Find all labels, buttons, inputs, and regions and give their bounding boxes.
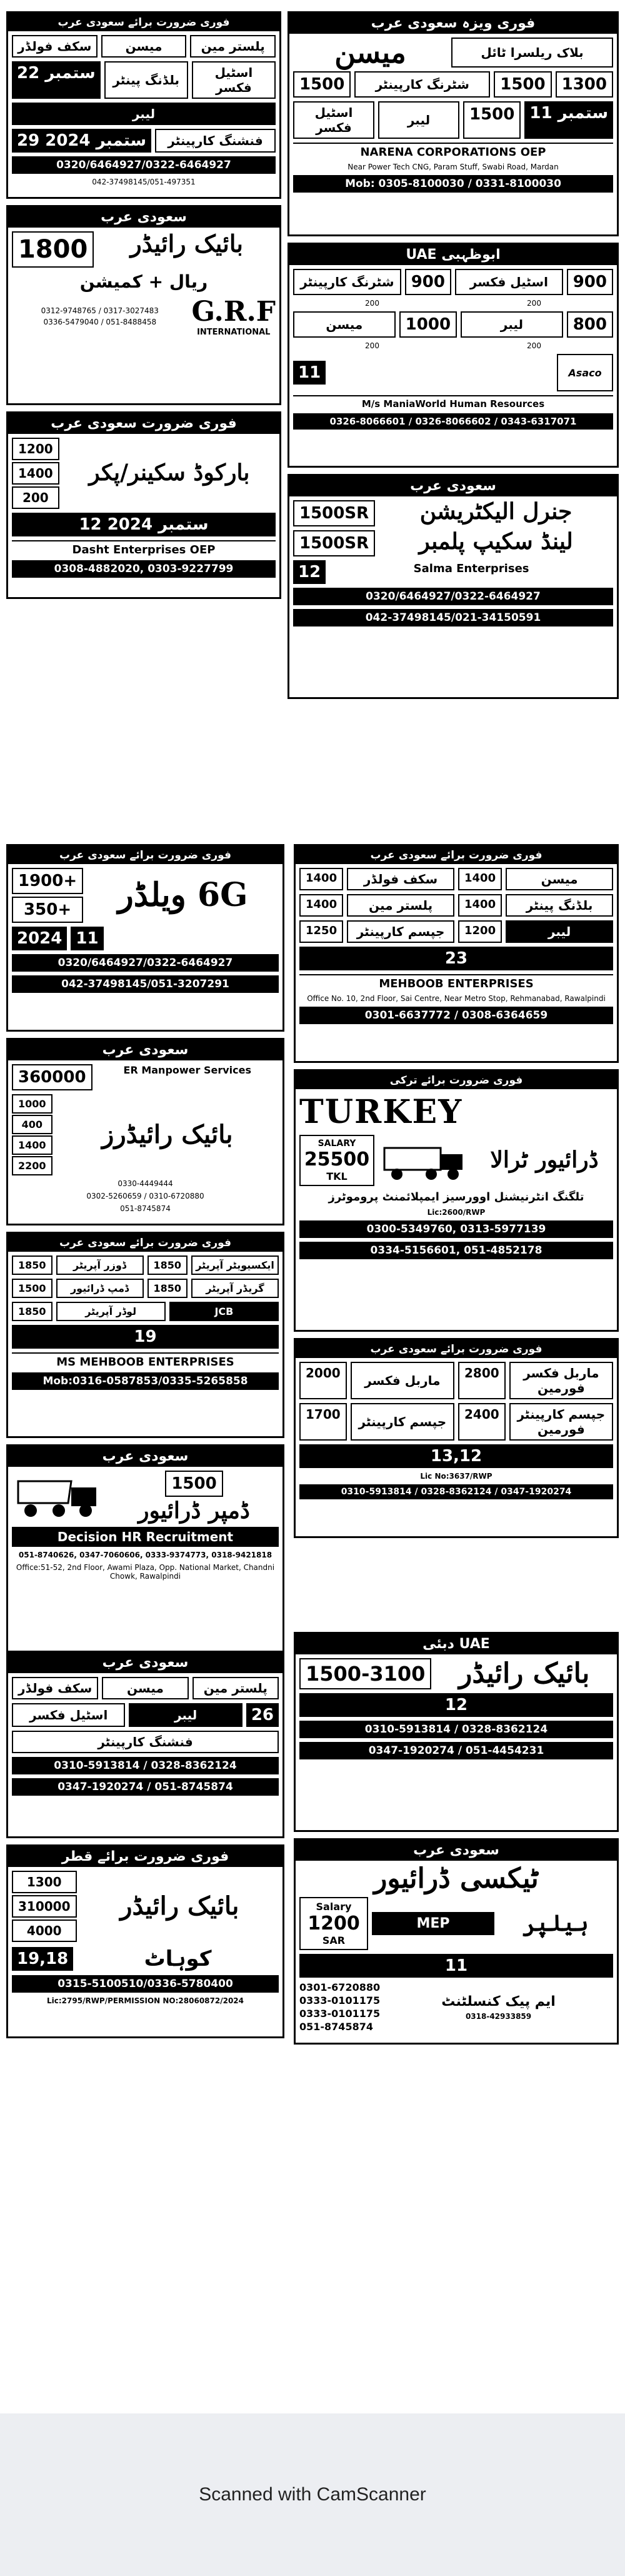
company-address: Near Power Tech CNG, Param Stuff, Swabi Road, Mardan xyxy=(348,163,559,172)
ad-saudi-operators xyxy=(6,1232,284,1438)
phone-numbers: 0310-5913814 / 0328-8362124 xyxy=(12,1757,279,1774)
ad-saudi-electrician xyxy=(288,474,619,699)
phone-numbers: 0301-6637772 / 0308-6364659 xyxy=(299,1007,613,1024)
salary-4: 800 xyxy=(567,311,613,338)
salary-3: 1500 xyxy=(12,1279,52,1298)
salary-3: 1000 xyxy=(399,311,457,338)
salary-4: 2200 xyxy=(12,1156,52,1175)
ad-header: فوری ضرورت برائے سعودی عرب xyxy=(8,13,279,31)
salary: 1800 xyxy=(12,231,94,268)
phone-numbers: Mob:0316-0587853/0335-5265858 xyxy=(12,1372,279,1390)
phone-numbers: 0320/6464927/0322-6464927 xyxy=(12,954,279,972)
company-name: تلگنگ انٹرنیشنل اوورسیز ایمپلائمنٹ پروموٹرز xyxy=(328,1190,584,1204)
ad-saudi-6g-welder xyxy=(6,844,284,1032)
ad-header: فوری ضرورت برائے قطر xyxy=(8,1846,282,1867)
ad-saudi-construction-3 xyxy=(6,1651,284,1838)
currency: TKL xyxy=(326,1170,348,1182)
company-name: M/s ManiaWorld Human Resources xyxy=(293,395,613,410)
ad-header: دبئی UAE xyxy=(296,1634,617,1654)
salary-3: 1300 xyxy=(556,71,613,98)
ad-headline: ٹیکسی ڈرائیور xyxy=(374,1863,539,1894)
salary-4: 2400 xyxy=(458,1403,506,1441)
job-4: بلڈنگ پینٹر xyxy=(506,894,613,917)
ad-header: فوری ویزہ سعودی عرب xyxy=(289,13,617,34)
country-name: TURKEY xyxy=(299,1093,463,1131)
phone-2: 0333-0101175 xyxy=(299,1995,381,2007)
salary-2: 310000 xyxy=(12,1895,77,1918)
ad-headline: بائیک رائیڈر xyxy=(120,1891,239,1921)
phone-numbers: 0310-5913814 / 0328-8362124 / 0347-1920274 xyxy=(299,1484,613,1499)
date-badge: 13,12 xyxy=(299,1444,613,1468)
ad-uae-abudhabi xyxy=(288,243,619,468)
salary-1: 1000 xyxy=(12,1094,52,1114)
job-1: ڈوزر آپریٹر xyxy=(56,1255,144,1275)
job-5: لیبر xyxy=(129,1703,242,1727)
job-1: بلاک ریلسرا ٹائل xyxy=(451,38,613,68)
company-address: Office No. 10, 2nd Floor, Sai Centre, Near Metro Stop, Rehmanabad, Rawalpindi xyxy=(307,994,606,1003)
ad-header: فوری ضرورت سعودی عرب xyxy=(8,413,279,434)
truck-icon xyxy=(378,1135,472,1185)
currency: SAR xyxy=(322,1935,346,1947)
job-2: اسٹیل فکسر xyxy=(455,269,563,295)
company-name: NARENA CORPORATIONS OEP xyxy=(293,143,613,159)
job-2: میسن xyxy=(101,35,187,58)
extra-3: 200 xyxy=(365,341,379,350)
salary-6: 1200 xyxy=(458,920,502,943)
phone-numbers: 0326-8066601 / 0326-8066602 / 0343-6317071 xyxy=(293,413,613,430)
job-3: میسن xyxy=(293,311,396,338)
phone-4: 051-8745874 xyxy=(299,2021,373,2033)
company-name: Dasht Enterprises OEP xyxy=(12,540,276,556)
salary: 25500 xyxy=(304,1149,370,1170)
phone-numbers-2: 042-37498145/051-3207291 xyxy=(12,975,279,993)
extra-4: 200 xyxy=(527,341,541,350)
job-1: جنرل الیکٹریشن xyxy=(419,498,572,525)
date-badge: 11 ستمبر xyxy=(524,101,613,139)
phone-numbers-2: 0302-5260659 / 0310-6720880 xyxy=(86,1192,204,1200)
job-3: پلستر مین xyxy=(347,894,454,917)
phone-numbers: 0320/6464927/0322-6464927 xyxy=(12,156,276,174)
job-3: پلستر مین xyxy=(190,35,276,58)
ad-header: فوری ضرورت برائے ترکی xyxy=(296,1071,617,1089)
ad-saudi-marble xyxy=(294,1338,619,1538)
date-badge: 19,18 xyxy=(12,1947,73,1971)
company-logo: Asaco xyxy=(557,354,613,391)
salary-4: 1850 xyxy=(148,1279,188,1298)
company-address: Office:51-52, 2nd Floor, Awami Plaza, Opp. National Market, Chandni Chowk, Rawalpindi xyxy=(16,1562,275,1581)
salary-1: 1500 xyxy=(293,71,351,98)
extra-1: 200 xyxy=(365,299,379,308)
date-badge: 11 xyxy=(299,1954,613,1978)
job-4: بلڈنگ پینٹر xyxy=(104,61,188,99)
ad-header: سعودی عرب xyxy=(8,1446,282,1467)
ad-saudi-construction-1 xyxy=(6,11,281,199)
job-3: ڈمپ ڈرائیور xyxy=(56,1279,144,1298)
salary-2: 400 xyxy=(12,1115,52,1134)
job-4: لیبر xyxy=(461,311,563,338)
ad-saudi-mason xyxy=(288,11,619,236)
job-2: میسن xyxy=(102,1677,188,1699)
company-name: MS MEHBOOB ENTERPRISES xyxy=(12,1352,279,1369)
salary-2: 1500SR xyxy=(293,530,375,556)
job-2: ماربل فکسر فورمین xyxy=(509,1362,613,1399)
ad-header: فوری ضرورت برائے سعودی عرب xyxy=(296,1340,617,1358)
salary-1: 1400 xyxy=(299,868,343,890)
salary-1: 1850 xyxy=(12,1255,52,1275)
salary-3: 1400 xyxy=(12,1135,52,1155)
job-2: لینڈ سکیپ پلمبر xyxy=(419,528,573,555)
license-number: Lic:2795/RWP/PERMISSION NO:28060872/2024 xyxy=(47,1996,244,2005)
ad-headline: بائیک رائیڈر xyxy=(130,229,243,258)
ad-header: سعودی عرب xyxy=(8,1040,282,1060)
ad-header: سعودی عرب xyxy=(8,207,279,228)
job-3: پلستر مین xyxy=(192,1677,279,1699)
scanner-watermark-text: Scanned with CamScanner xyxy=(199,2484,426,2505)
salary-1: 1300 xyxy=(12,1871,77,1893)
salary-5: 1850 xyxy=(12,1302,52,1321)
date-badge: 26 xyxy=(246,1703,279,1727)
ad-header: سعودی عرب xyxy=(296,1840,617,1861)
salary-label: Salary xyxy=(316,1901,352,1913)
date-badge-2: 29 ستمبر 2024 xyxy=(12,129,151,153)
salary-5: 1250 xyxy=(299,920,343,943)
phone-numbers: 0315-5100510/0336-5780400 xyxy=(12,1975,279,1993)
salary-main: 360000 xyxy=(12,1064,92,1090)
year-badge: 2024 xyxy=(12,927,67,950)
ad-saudi-construction-2 xyxy=(294,844,619,1063)
phone-numbers-2: 042-37498145/021-34150591 xyxy=(293,609,613,626)
job-6: فنشنگ کارپینٹر xyxy=(12,1731,279,1753)
salary-2: 2800 xyxy=(458,1362,506,1399)
brand-name: ER Manpower Services xyxy=(123,1064,252,1076)
phone-numbers: 0308-4882020, 0303-9227799 xyxy=(12,560,276,578)
salary-2: 1850 xyxy=(148,1255,188,1275)
job-helper: ہیلپر xyxy=(522,1909,589,1936)
salary-2: 350+ xyxy=(12,897,83,923)
job-4: لیبر xyxy=(378,101,459,139)
company-logo-text: G.R.F xyxy=(191,296,276,328)
salary-4: 1500 xyxy=(463,101,521,139)
ad-header: فوری ضرورت برائے سعودی عرب xyxy=(8,846,282,864)
license-number: Lic No:3637/RWP xyxy=(420,1472,492,1481)
company-name: MEHBOOB ENTERPRISES xyxy=(299,974,613,990)
phone-numbers: 0310-5913814 / 0328-8362124 xyxy=(299,1721,613,1738)
company-name: Decision HR Recruitment xyxy=(12,1527,279,1547)
ad-saudi-bike-rider xyxy=(6,205,281,405)
job-4: گریڈر آپریٹر xyxy=(191,1279,279,1298)
ad-headline: بائیک رائیڈر xyxy=(459,1657,590,1689)
job-4: جپسم کارپینٹر فورمین xyxy=(509,1403,613,1441)
salary-3: 1400 xyxy=(299,894,343,917)
ad-header: فوری ضرورت برائے سعودی عرب xyxy=(296,846,617,864)
ad-header: UAE ابوظہبی xyxy=(289,244,617,265)
job-mep: MEP xyxy=(372,1912,494,1935)
date-badge: 22 ستمبر xyxy=(12,61,101,99)
salary-2: 1400 xyxy=(458,868,502,890)
job-1: شٹرنگ کارپینٹر xyxy=(293,269,401,295)
salary-1: 1200 xyxy=(12,438,59,460)
salary: 1500 xyxy=(165,1471,222,1497)
company-name: ایم پیک کنسلٹنٹ xyxy=(441,1993,556,2010)
ad-header: سعودی عرب xyxy=(8,1653,282,1673)
dump-truck-icon xyxy=(12,1472,106,1522)
ad-headline: بائیک رائیڈرز xyxy=(102,1120,233,1149)
salary-label: SALARY xyxy=(318,1139,356,1149)
ad-header: فوری ضرورت برائے سعودی عرب xyxy=(8,1234,282,1252)
date-badge: 12 xyxy=(293,560,326,584)
phone-numbers: 051-8740626, 0347-7060606, 0333-9374773, 0318-9421818 xyxy=(18,1550,272,1559)
salary-2: 900 xyxy=(567,269,613,295)
date-badge: 11 xyxy=(293,361,326,385)
job-1: سکف فولڈر xyxy=(347,868,454,890)
job-3: اسٹیل فکسر xyxy=(293,101,374,139)
date-badge: 12 ستمبر 2024 xyxy=(12,513,276,536)
date-badge: 23 xyxy=(299,947,613,970)
ad-saudi-taxi-driver xyxy=(294,1838,619,2045)
salary-note: ریال + کمیشن xyxy=(79,271,208,292)
ad-saudi-barcode xyxy=(6,411,281,599)
job-7: فنشنگ کارپینٹر xyxy=(155,129,276,153)
ad-headline: ڈرائیور ٹرالا xyxy=(490,1147,599,1174)
job-6: JCB xyxy=(169,1302,279,1321)
job-6: لیبر xyxy=(506,920,613,943)
job-4: اسٹیل فکسر xyxy=(12,1703,125,1727)
phone-numbers: 0300-5349760, 0313-5977139 xyxy=(299,1220,613,1238)
company-subtitle: INTERNATIONAL xyxy=(197,328,271,337)
job-1: سکف فولڈر xyxy=(12,1677,98,1699)
ad-uae-bike-rider xyxy=(294,1632,619,1832)
extra-2: 200 xyxy=(527,299,541,308)
job-3: جپسم کارپینٹر xyxy=(351,1403,454,1441)
phone-numbers: 0312-9748765 / 0317-3027483 xyxy=(41,306,159,315)
phone-numbers-2: 0347-1920274 / 051-8745874 xyxy=(12,1778,279,1796)
salary: 1200 xyxy=(308,1913,360,1935)
salary-1: 1500SR xyxy=(293,500,375,526)
date-badge: 12 xyxy=(299,1693,613,1717)
ad-qatar-bike-rider xyxy=(6,1844,284,2038)
ad-header: سعودی عرب xyxy=(289,476,617,496)
scanner-footer xyxy=(0,2413,625,2576)
job-2: ایکسیویٹر آپریٹر xyxy=(191,1255,279,1275)
date-badge: 19 xyxy=(12,1325,279,1349)
phone-numbers-2: 042-37498145/051-497351 xyxy=(92,178,196,186)
salary-3: 1700 xyxy=(299,1403,347,1441)
job-5: اسٹیل فکسر xyxy=(192,61,276,99)
ad-headline: ڈمپر ڈرائیور xyxy=(138,1497,250,1524)
salary-2: 1400 xyxy=(12,462,59,485)
salary-1: 1900+ xyxy=(12,868,83,894)
phone-numbers: 0320/6464927/0322-6464927 xyxy=(293,588,613,605)
ad-saudi-bike-riders xyxy=(6,1038,284,1225)
phone-3: 0333-0101175 xyxy=(299,2008,381,2020)
job-6: لیبر xyxy=(12,103,276,125)
phone-numbers-2: 0334-5156601, 051-4852178 xyxy=(299,1242,613,1259)
ad-saudi-dumper xyxy=(6,1444,284,1657)
salary-1: 2000 xyxy=(299,1362,347,1399)
company-phone: 0318-42933859 xyxy=(465,2011,532,2021)
phone-1: 0301-6720880 xyxy=(299,1981,381,1994)
job-1: سکف فولڈر xyxy=(12,35,98,58)
job-2: شٹرنگ کارپینٹر xyxy=(354,71,490,98)
salary-2: 1500 xyxy=(494,71,551,98)
date-badge: 11 xyxy=(71,927,103,950)
salary-1: 900 xyxy=(405,269,451,295)
job-1: ماربل فکسر xyxy=(351,1362,454,1399)
salary-3: 200 xyxy=(12,486,59,509)
job-2: میسن xyxy=(506,868,613,890)
ad-turkey-driver xyxy=(294,1069,619,1332)
ad-headline: 6G ویلڈر xyxy=(118,875,248,914)
job-5: لوڈر آپریٹر xyxy=(56,1302,166,1321)
city-name: کوہاٹ xyxy=(144,1946,212,1971)
salary-4: 1400 xyxy=(458,894,502,917)
phone-numbers: Mob: 0305-8100030 / 0331-8100030 xyxy=(293,175,613,193)
ad-headline: میسن xyxy=(334,36,406,69)
phone-numbers-2: 0336-5479040 / 051-8488458 xyxy=(43,318,157,326)
job-5: جپسم کارپینٹر xyxy=(347,920,454,943)
license-number: Lic:2600/RWP xyxy=(427,1208,486,1217)
salary: 1500-3100 xyxy=(299,1658,431,1689)
phone-numbers-2: 0347-1920274 / 051-4454231 xyxy=(299,1742,613,1759)
company-name: Salma Enterprises xyxy=(413,562,529,575)
phone-numbers-3: 051-8745874 xyxy=(120,1204,171,1213)
salary-3: 4000 xyxy=(12,1919,77,1942)
phone-numbers: 0330-4449444 xyxy=(118,1179,173,1188)
ad-headline: بارکوڈ سکینر/پکر xyxy=(89,460,250,486)
